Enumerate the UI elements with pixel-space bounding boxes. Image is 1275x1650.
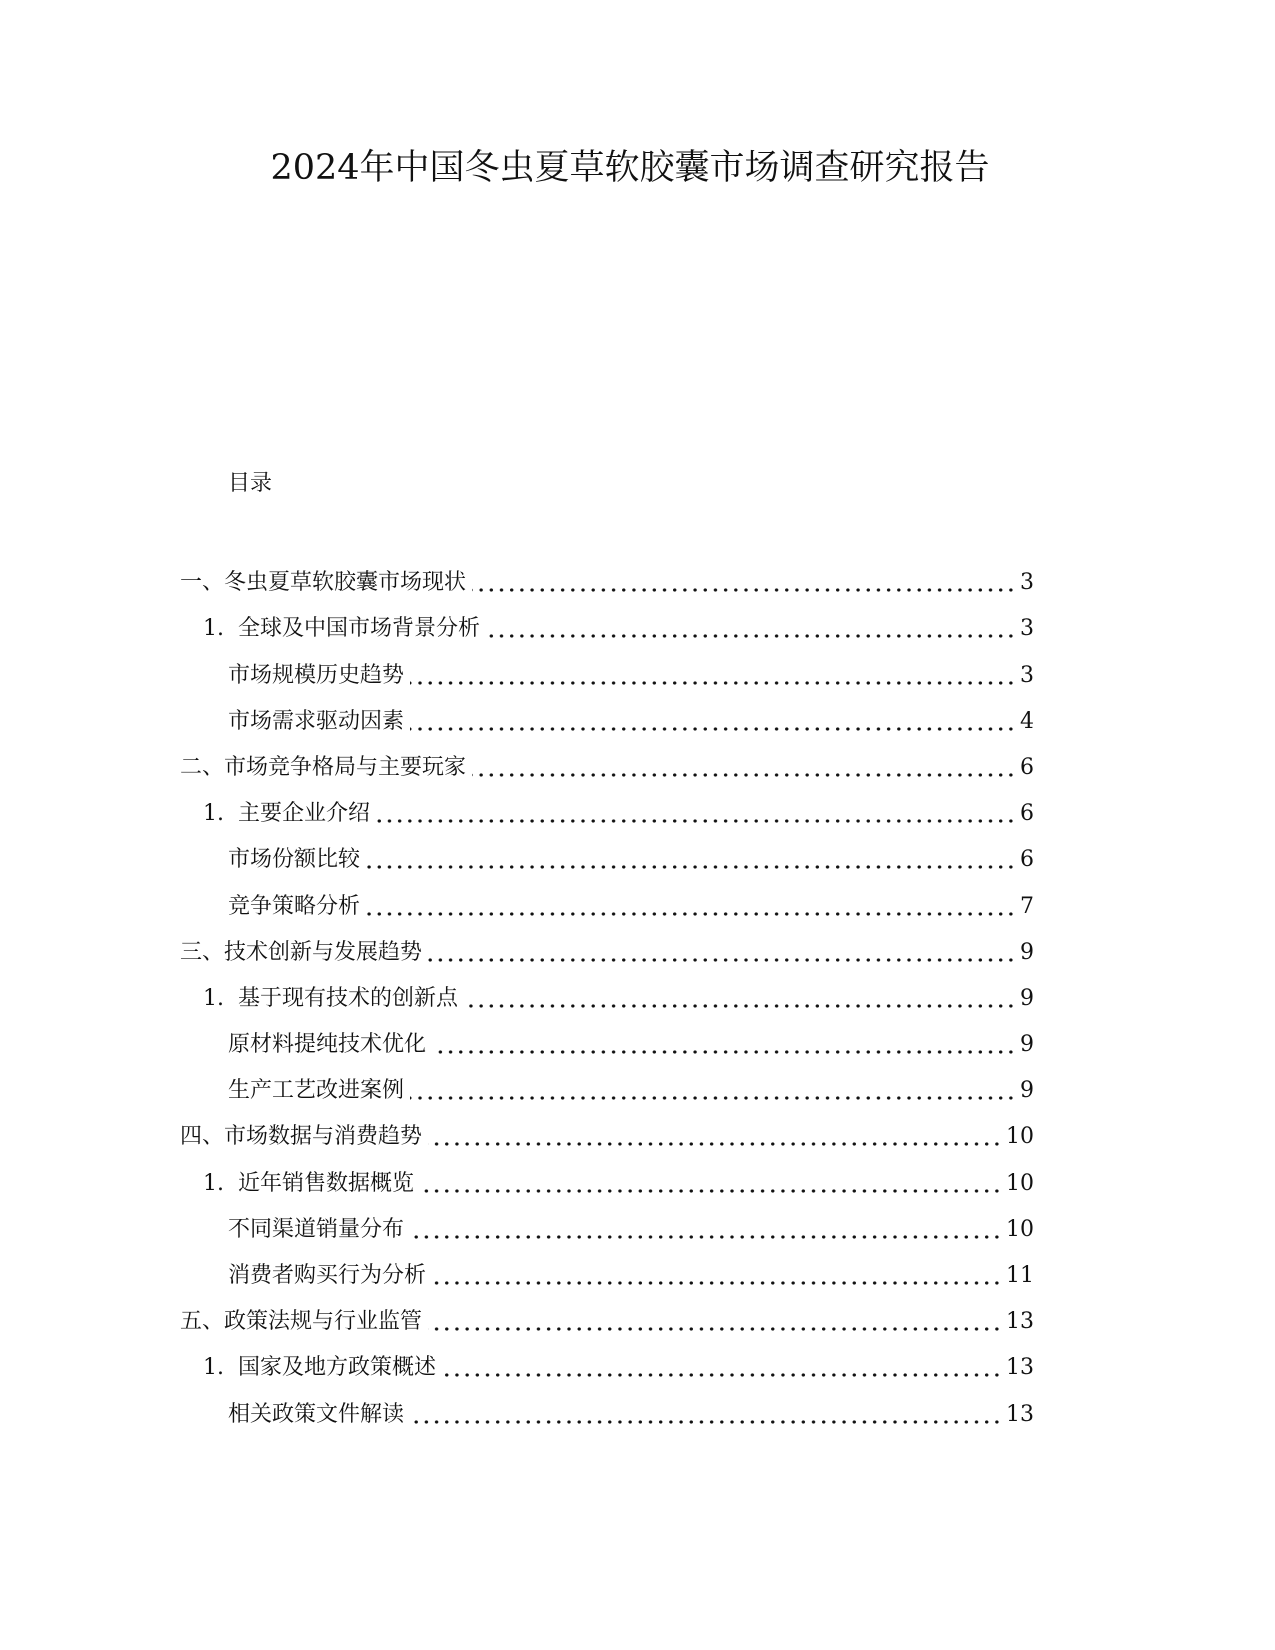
toc-entry[interactable] (180, 1110, 1034, 1156)
dot-leader (410, 726, 1016, 732)
toc-entry-page: 9 (1020, 985, 1034, 1011)
toc-entry-label: 竞争策略分析 (228, 893, 361, 919)
toc-entry[interactable] (180, 1387, 1034, 1433)
toc-entry-page: 9 (1020, 1032, 1034, 1058)
toc-entry[interactable] (180, 741, 1034, 787)
dot-leader (472, 772, 1016, 778)
toc-entry-label: 相关政策文件解读 (228, 1401, 405, 1427)
dot-leader (410, 1234, 1002, 1240)
toc-entry-number: 1. (203, 616, 224, 642)
toc-entry-label: 二、市场竞争格局与主要玩家 (180, 754, 467, 780)
document-title: 2024年中国冬虫夏草软胶囊市场调查研究报告 (270, 148, 990, 188)
dot-leader (432, 1049, 1016, 1055)
toc-entry-label: 基于现有技术的创新点 (238, 985, 459, 1011)
toc-entry-page: 6 (1020, 801, 1034, 827)
toc-heading: 目录 (228, 471, 273, 496)
toc-entry[interactable] (180, 787, 1034, 833)
toc-entry-label: 全球及中国市场背景分析 (238, 616, 481, 642)
dot-leader (428, 1326, 1002, 1332)
dot-leader (428, 957, 1016, 963)
dot-leader (472, 587, 1016, 593)
toc-entry-label: 原材料提纯技术优化 (228, 1032, 427, 1058)
toc-entry[interactable] (180, 1064, 1034, 1110)
toc-entry-number: 1. (203, 985, 224, 1011)
toc-entry-label: 一、冬虫夏草软胶囊市场现状 (180, 570, 467, 596)
toc-entry-page: 13 (1006, 1355, 1034, 1381)
toc-entry[interactable] (180, 1156, 1034, 1202)
toc-entry-label: 五、政策法规与行业监管 (180, 1309, 423, 1335)
toc-entry-label: 市场需求驱动因素 (228, 708, 405, 734)
dot-leader (464, 1003, 1016, 1009)
dot-leader (366, 911, 1016, 917)
dot-leader (410, 1095, 1016, 1101)
toc-entry-page: 13 (1006, 1309, 1034, 1335)
dot-leader (432, 1280, 1002, 1286)
toc-entry-page: 3 (1020, 662, 1034, 688)
toc-entry[interactable] (180, 648, 1034, 694)
dot-leader (420, 1188, 1002, 1194)
dot-leader (410, 680, 1016, 686)
toc-entry-page: 7 (1020, 893, 1034, 919)
dot-leader (366, 864, 1016, 870)
toc-entry-page: 9 (1020, 1078, 1034, 1104)
dot-leader (410, 1419, 1002, 1425)
toc-entry-page: 4 (1020, 708, 1034, 734)
toc-entry[interactable] (180, 1203, 1034, 1249)
toc-entry[interactable] (180, 1341, 1034, 1387)
toc-entry-label: 市场规模历史趋势 (228, 662, 405, 688)
toc-entry-page: 3 (1020, 570, 1034, 596)
toc-entry-page: 3 (1020, 616, 1034, 642)
toc-entry-page: 6 (1020, 754, 1034, 780)
toc-entry-label: 消费者购买行为分析 (228, 1263, 427, 1288)
toc-entry[interactable] (180, 1249, 1034, 1295)
toc-entry[interactable] (180, 879, 1034, 925)
dot-leader (442, 1372, 1002, 1378)
toc-entry-page: 10 (1006, 1170, 1034, 1196)
toc-entry-label: 市场份额比较 (228, 847, 361, 873)
toc-entry-label: 主要企业介绍 (238, 801, 371, 827)
toc-entry-number: 1. (203, 1355, 224, 1381)
dot-leader (376, 818, 1016, 824)
toc-entry-number: 1. (203, 801, 224, 827)
dot-leader (486, 633, 1016, 639)
toc-entry[interactable] (180, 972, 1034, 1018)
toc-entry-label: 不同渠道销量分布 (228, 1216, 405, 1242)
toc-entry[interactable] (180, 833, 1034, 879)
toc-entry-label: 三、技术创新与发展趋势 (180, 939, 423, 965)
toc-entry-label: 生产工艺改进案例 (228, 1078, 405, 1104)
toc-entry[interactable] (180, 1295, 1034, 1341)
toc-entry-page: 10 (1006, 1124, 1034, 1150)
toc-entry-page: 9 (1020, 939, 1034, 965)
toc-entry[interactable] (180, 556, 1034, 602)
toc-entry[interactable] (180, 602, 1034, 648)
toc-entry-page: 11 (1006, 1263, 1034, 1288)
dot-leader (428, 1141, 1002, 1147)
toc-entry[interactable] (180, 926, 1034, 972)
toc-entry-page: 13 (1006, 1401, 1034, 1427)
toc-entry[interactable] (180, 1018, 1034, 1064)
toc-entry-label: 国家及地方政策概述 (238, 1355, 437, 1381)
table-of-contents (180, 556, 1034, 1434)
toc-entry-page: 6 (1020, 847, 1034, 873)
toc-entry[interactable] (180, 695, 1034, 741)
toc-entry-page: 10 (1006, 1216, 1034, 1242)
toc-entry-number: 1. (203, 1170, 224, 1196)
toc-entry-label: 近年销售数据概览 (238, 1170, 415, 1196)
toc-entry-label: 四、市场数据与消费趋势 (180, 1124, 423, 1150)
